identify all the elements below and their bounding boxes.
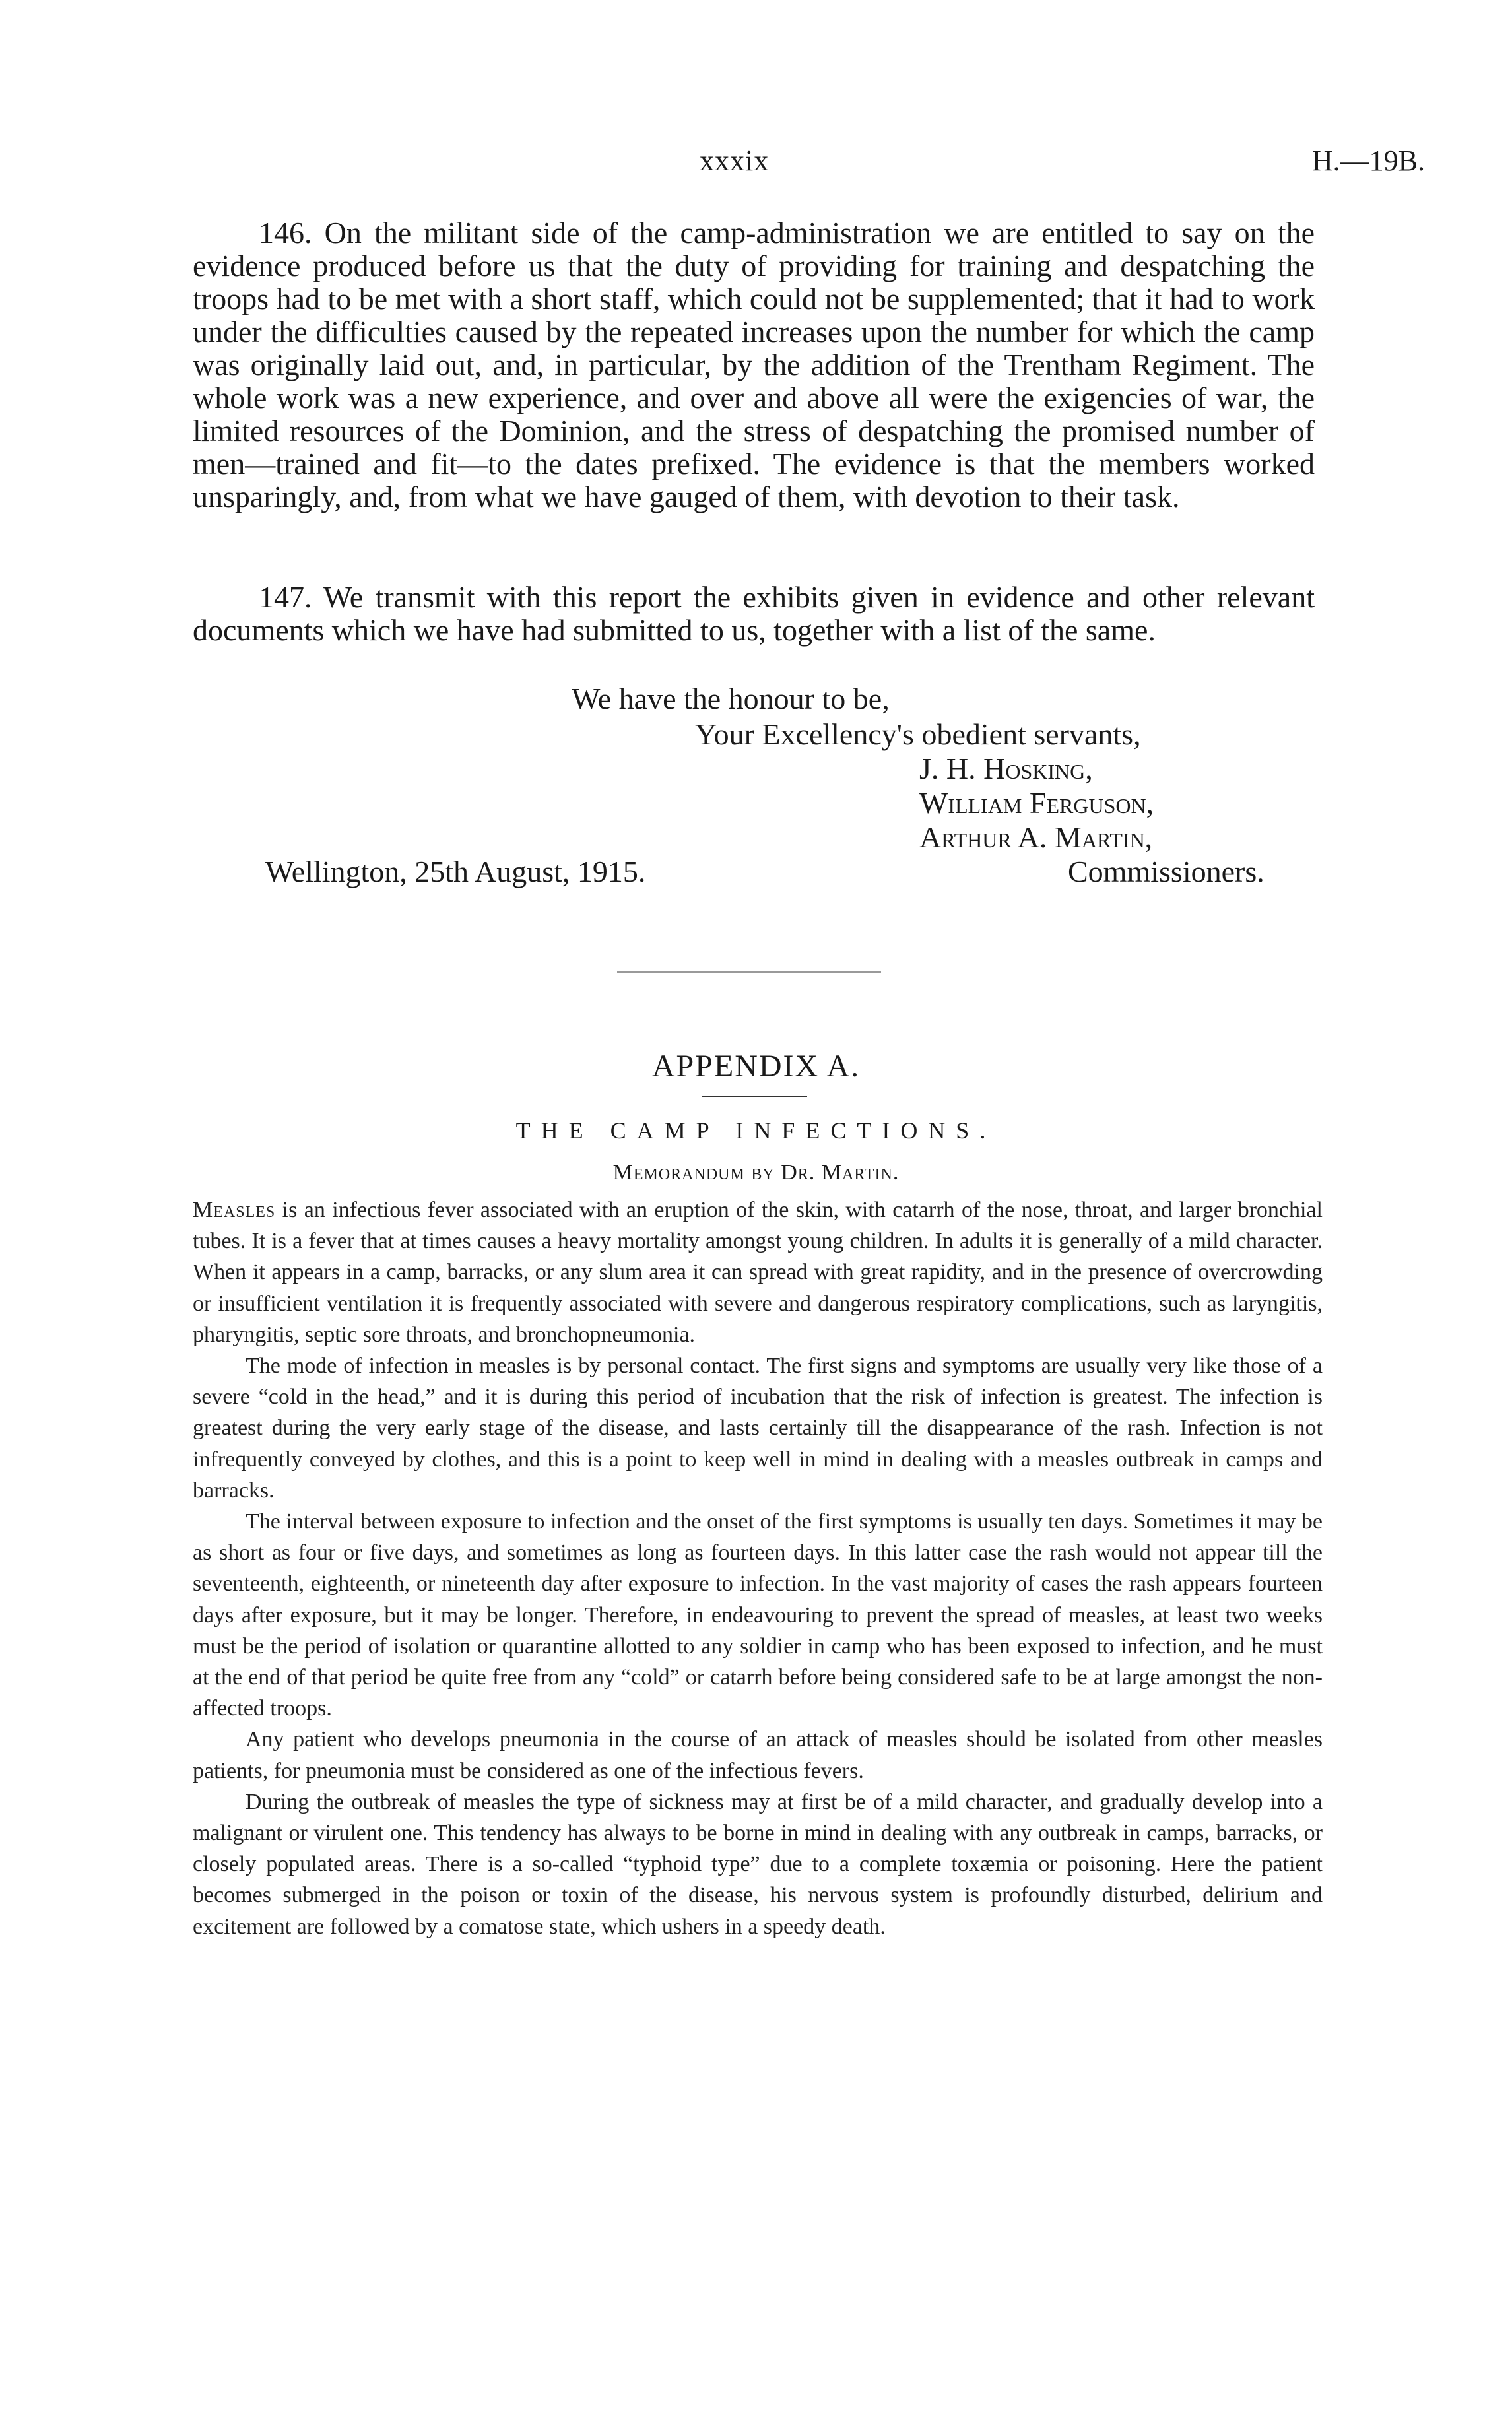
memo-paragraph: The interval between exposure to infection and the onset of the first symptoms is usually ten days. Sometimes it may be as short as four or five days, and sometimes as long as fourteen days. In this latter case the rash would not appear till the seventeenth, eighteenth, or nineteenth day after exposure to infection. In the vast majority of cases the rash appears fourteen days after exposure, but it may be longer. Therefore, in endeavouring to prevent the spread of measles, at least two weeks must be the period of isolation or quarantine allotted to any soldier in camp who has been exposed to infection, and he must at the end of that period be quite free from any “cold” or catarrh before being considered safe to be at large amongst the non-affected troops. (193, 1509, 1323, 1721)
memo-paragraph: Any patient who develops pneumonia in the course of an attack of measles should be isolated from other measles patients, for pneumonia must be considered as one of the infectious fevers. (193, 1727, 1323, 1783)
memorandum-body (193, 1195, 1323, 1942)
section-divider (617, 971, 881, 973)
paragraph-147 (193, 581, 1315, 647)
memo-paragraph: The mode of infection in measles is by personal contact. The first signs and symptoms are usually very like those of a severe “cold in the head,” and it is during this period of incubation that the risk of infection is greatest. The infection is greatest during the very early stage of the disease, and lasts certainly till the disappearance of the rash. Infection is not infrequently conveyed by clothes, and this is a point to keep well in mind in dealing with a measles outbreak in camps and barracks. (193, 1354, 1323, 1503)
paragraph-146 (193, 216, 1315, 513)
paragraph-text: 147. We transmit with this report the exhibits given in evidence and other relevant documents which we have had submitted to us, together with a list of the same. (193, 580, 1315, 647)
signatory-name: Arthur A. Martin, (919, 820, 1153, 854)
place-date: Wellington, 25th August, 1915. (265, 855, 646, 888)
memo-paragraph (193, 1195, 1323, 1350)
signatory-name: J. H. Hosking, (919, 752, 1093, 785)
memorandum-byline: Memorandum by Dr. Martin. (612, 1160, 900, 1185)
paragraph-text: 146. On the militant side of the camp-administration we are entitled to say on the evidence produced before us that the duty of providing for training and despatching the troops had to be met with a short staff, which could not be supplemented; that it had to work under the difficulties caused by the repeated increases upon the number for which the camp was originally laid out, and, in particular, by the addition of the Trentham Regiment. The whole work was a new experience, and over and above all were the exigencies of war, the limited resources of the Dominion, and the stress of despatching the promised number of men—trained and fit—to the dates prefixed. The evidence is that the members worked unsparingly, and, from what we have gauged of them, with devotion to their task. (193, 216, 1315, 513)
signatory-name: William Ferguson, (919, 786, 1154, 820)
appendix-subtitle: THE CAMP INFECTIONS. (515, 1117, 997, 1144)
paper-reference: H.—19B. (1311, 145, 1425, 177)
closing-line: Your Excellency's obedient servants, (695, 717, 1141, 751)
paragraph-text: is an infectious fever associated with an eruption of the skin, with catarrh of the nose, throat, and larger bronchial tubes. It is a fever that at times causes a heavy mortality amongst young children. In adults it is generally of a mild character. When it appears in a camp, barracks, or any slum area it can spread with great rapidity, and in the presence of overcrowding or insufficient ventilation it is frequently associated with severe and dangerous respiratory complications, such as laryngitis, pharyngitis, septic sore throats, and bronchopneumonia. (193, 1198, 1323, 1347)
page-number: xxxix (700, 145, 770, 177)
memo-paragraph: During the outbreak of measles the type of sickness may at first be of a mild character, and gradually develop into a malignant or virulent one. This tendency has always to be borne in mind in dealing with any outbreak in camps, barracks, or closely populated areas. There is a so-called “typhoid type” due to a complete toxæmia or poisoning. Here the patient becomes submerged in the poison or toxin of the disease, his nervous system is profoundly disturbed, delirium and excitement are followed by a comatose state, which ushers in a speedy death. (193, 1789, 1323, 1939)
lead-word: Measles (193, 1198, 276, 1222)
closing-line: We have the honour to be, (572, 682, 890, 715)
appendix-title: APPENDIX A. (651, 1049, 861, 1084)
title-underline (702, 1096, 807, 1097)
signatory-title: Commissioners. (1068, 855, 1265, 888)
